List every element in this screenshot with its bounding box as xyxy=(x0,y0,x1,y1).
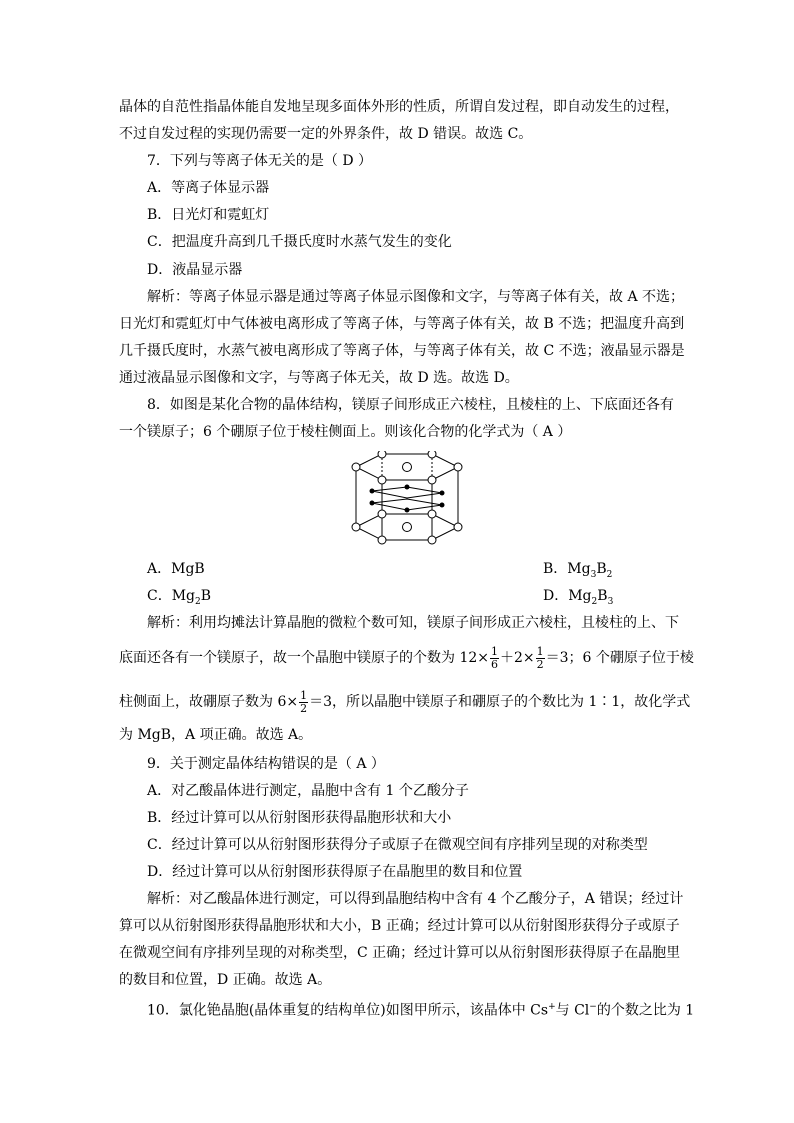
text-line: 晶体的自范性指晶体能自发地呈现多面体外形的性质，所谓自发过程，即自动发生的过程， xyxy=(119,99,679,115)
explanation-line: 几千摄氏度时，水蒸气被电离形成了等离子体，与等离子体有关，故 C 不选；液晶显示器是 xyxy=(119,343,685,359)
option-a: A．对乙酸晶体进行测定，晶胞中含有 1 个乙酸分子 xyxy=(147,783,469,799)
explanation-line: 解析：利用均摊法计算晶胞的微粒个数可知，镁原子间形成正六棱柱，且棱柱的上、下 xyxy=(147,615,679,631)
option-d: D．液晶显示器 xyxy=(147,262,243,278)
option-d: D．$Mg_2B_3$ xyxy=(543,588,614,607)
question-8: 8．如图是某化合物的晶体结构，镁原子间形成正六棱柱，且棱柱的上、下底面还各有 xyxy=(147,397,674,413)
option-c: C．把温度升高到几千摄氏度时水蒸气发生的变化 xyxy=(147,234,452,250)
explanation-line: 日光灯和霓虹灯中气体被电离形成了等离子体，与等离子体有关，故 B 不选；把温度升高到 xyxy=(119,316,685,332)
crystal-structure-figure xyxy=(350,451,466,551)
option-a xyxy=(147,559,707,579)
fraction: $\frac{1}{6}$ xyxy=(491,644,498,671)
question-10: 10．氯化铯晶胞(晶体重复的结构单位)如图甲所示，该晶体中 Cs+与 Cl−的个数之比为 1 xyxy=(147,1002,695,1019)
option-c: C．经过计算可以从衍射图形获得分子或原子在微观空间有序排列呈现的对称类型 xyxy=(147,837,648,853)
question-7: 7．下列与等离子体无关的是（ D ） xyxy=(147,153,373,169)
text-line: 不过自发过程的实现仍需要一定的外界条件，故 D 错误。故选 C。 xyxy=(119,126,533,142)
option-a-text: A．MgB xyxy=(147,561,205,577)
explanation-line: 解析：等离子体显示器是通过等离子体显示图像和文字，与等离子体有关，故 A 不选； xyxy=(147,289,685,305)
option-d: D．经过计算可以从衍射图形获得原子在晶胞里的数目和位置 xyxy=(147,864,523,880)
explanation-line: 的数目和位置，D 正确。故选 A。 xyxy=(119,972,332,988)
explanation-line: 解析：对乙酸晶体进行测定，可以得到晶胞结构中含有 4 个乙酸分子，A 错误；经过计 xyxy=(147,891,684,907)
option-a: A．等离子体显示器 xyxy=(147,180,270,196)
explanation-line: 为 MgB，A 项正确。故选 A。 xyxy=(119,727,313,743)
explanation-line: 算可以从衍射图形获得晶胞形状和大小，B 正确；经过计算可以从衍射图形获得分子或原子 xyxy=(119,918,680,934)
explanation-line: 底面还各有一个镁原子，故一个晶胞中镁原子的个数为 12× $\frac{1}{6}$ ＋2× $\frac{1}{2}$ ＝3；6 个硼原子位于棱 xyxy=(119,644,694,671)
explanation-line: 通过液晶显示图像和文字，与等离子体无关，故 D 选。故选 D。 xyxy=(119,370,519,386)
explanation-line: 在微观空间有序排列呈现的对称类型，C 正确；经过计算可以从衍射图形获得原子在晶胞里 xyxy=(119,945,681,961)
fraction: $\frac{1}{2}$ xyxy=(536,644,544,671)
fraction: $\frac{1}{2}$ xyxy=(300,688,308,715)
option-b: B．日光灯和霓虹灯 xyxy=(147,207,270,223)
question-8-cont: 一个镁原子；6 个硼原子位于棱柱侧面上。则该化合物的化学式为（ A ） xyxy=(119,424,572,440)
option-c: C．$Mg_2B$ D．$Mg_2B_3$ xyxy=(147,586,707,612)
option-b: B．经过计算可以从衍射图形获得晶胞形状和大小 xyxy=(147,810,452,826)
question-9: 9．关于测定晶体结构错误的是（ A ） xyxy=(147,756,385,772)
option-b: B．$Mg_3B_2$ xyxy=(543,561,613,580)
explanation-line: 柱侧面上，故硼原子数为 6× $\frac{1}{2}$ ＝3，所以晶胞中镁原子和硼原子的个数比为 1∶1，故化学式 xyxy=(119,688,691,715)
